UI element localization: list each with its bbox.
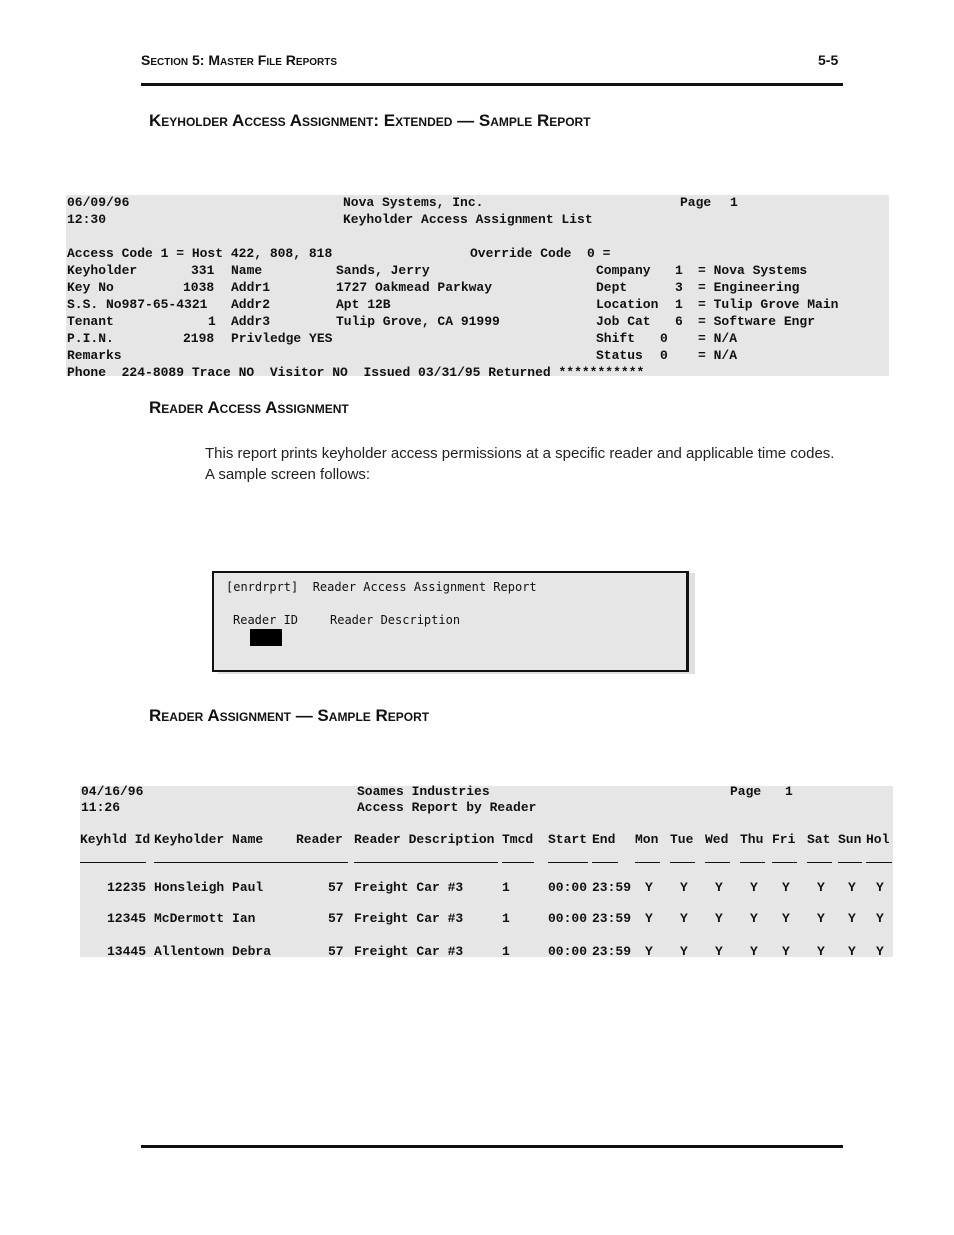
row1-thu: Y [750, 880, 758, 895]
underline [866, 862, 892, 863]
override-code: Override Code 0 = [470, 246, 611, 261]
report2-date: 04/16/96 [81, 784, 144, 799]
underline [635, 862, 660, 863]
col-sat: Sat [807, 832, 831, 847]
row3-desc: Freight Car #3 [354, 944, 464, 959]
row3-reader: 57 [328, 944, 344, 959]
addr1-value: 1727 Oakmead Parkway [336, 280, 493, 295]
name-value: Sands, Jerry [336, 263, 430, 278]
underline [592, 862, 618, 863]
row3-end: 23:59 [592, 944, 632, 959]
row1-desc: Freight Car #3 [354, 880, 464, 895]
underline [838, 862, 862, 863]
row1-sun: Y [848, 880, 856, 895]
row1-wed: Y [715, 880, 723, 895]
report2-time: 11:26 [81, 800, 121, 815]
status-label: Status [596, 348, 643, 363]
company-label: Company [596, 263, 651, 278]
row2-sat: Y [817, 911, 825, 926]
jobcat-label: Job Cat [596, 314, 651, 329]
row2-wed: Y [715, 911, 723, 926]
section-body-line2: A sample screen follows: [205, 466, 371, 483]
pin-value: 2198 [183, 331, 215, 346]
underline [670, 862, 695, 863]
underline [807, 862, 832, 863]
row3-tue: Y [680, 944, 688, 959]
col-keyhld-id: Keyhld Id [80, 832, 151, 847]
section-title-keyholder-extended: Keyholder Access Assignment: Extended — Sample Report [149, 111, 591, 130]
col-keyholder-name: Keyholder Name [154, 832, 264, 847]
addr3-label: Addr3 [231, 314, 271, 329]
row2-desc: Freight Car #3 [354, 911, 464, 926]
row2-id: 12345 [107, 911, 147, 926]
section-title-reader-access: Reader Access Assignment [149, 398, 349, 417]
row1-name: Honsleigh Paul [154, 880, 264, 895]
jobcat-num: 6 [675, 314, 683, 329]
section-title-reader-assignment: Reader Assignment — Sample Report [149, 706, 430, 725]
col-sun: Sun [838, 832, 862, 847]
col-reader: Reader [296, 832, 343, 847]
addr2-value: Apt 12B [336, 297, 391, 312]
report-page-number: 1 [730, 195, 738, 210]
row3-start: 00:00 [548, 944, 588, 959]
dept-value: = Engineering [698, 280, 800, 295]
col-thu: Thu [740, 832, 764, 847]
row1-start: 00:00 [548, 880, 588, 895]
underline [80, 862, 146, 863]
dept-label: Dept [596, 280, 628, 295]
col-wed: Wed [705, 832, 729, 847]
row1-id: 12235 [107, 880, 147, 895]
row2-start: 00:00 [548, 911, 588, 926]
screen-title: [enrdrprt] Reader Access Assignment Report [226, 580, 537, 594]
row1-tue: Y [680, 880, 688, 895]
location-value: = Tulip Grove Main [698, 297, 839, 312]
privledge: Privledge YES [231, 331, 333, 346]
row2-sun: Y [848, 911, 856, 926]
page-number: 5-5 [818, 52, 839, 68]
col-mon: Mon [635, 832, 659, 847]
header-rule [141, 83, 843, 86]
row2-hol: Y [876, 911, 884, 926]
section-header: Section 5: Master File Reports [141, 52, 338, 68]
status-value: = N/A [698, 348, 738, 363]
col-end: End [592, 832, 616, 847]
underline [740, 862, 765, 863]
reader-id-input[interactable] [250, 629, 282, 646]
company-num: 1 [675, 263, 683, 278]
access-code: Access Code 1 = Host 422, 808, 818 [67, 246, 333, 261]
row3-wed: Y [715, 944, 723, 959]
row3-name: Allentown Debra [154, 944, 272, 959]
keyno-value: 1038 [183, 280, 215, 295]
shift-num: 0 [660, 331, 668, 346]
underline [154, 862, 348, 863]
col-tue: Tue [670, 832, 694, 847]
row2-end: 23:59 [592, 911, 632, 926]
row1-mon: Y [645, 880, 653, 895]
row2-tmcd: 1 [502, 911, 510, 926]
col-reader-description: Reader Description [354, 832, 495, 847]
underline [502, 862, 534, 863]
col-tmcd: Tmcd [502, 832, 534, 847]
row1-fri: Y [782, 880, 790, 895]
row2-reader: 57 [328, 911, 344, 926]
shift-label: Shift [596, 331, 636, 346]
report-page-label: Page [680, 195, 712, 210]
shift-value: = N/A [698, 331, 738, 346]
name-label: Name [231, 263, 263, 278]
row2-tue: Y [680, 911, 688, 926]
phone-line: Phone 224-8089 Trace NO Visitor NO Issued 03/31/95 Returned *********** [67, 365, 645, 380]
col-start: Start [548, 832, 588, 847]
screen-col-reader-description: Reader Description [330, 613, 461, 627]
report-keyholder-access-list [66, 195, 889, 380]
report-date: 06/09/96 [67, 195, 130, 210]
keyholder-value: 331 [191, 263, 215, 278]
pin-label: P.I.N. [67, 331, 114, 346]
row1-sat: Y [817, 880, 825, 895]
row1-tmcd: 1 [502, 880, 510, 895]
row2-thu: Y [750, 911, 758, 926]
addr2-label: Addr2 [231, 297, 271, 312]
row2-name: McDermott Ian [154, 911, 256, 926]
row3-tmcd: 1 [502, 944, 510, 959]
row3-mon: Y [645, 944, 653, 959]
location-num: 1 [675, 297, 683, 312]
row3-id: 13445 [107, 944, 147, 959]
col-hol: Hol [866, 832, 890, 847]
row1-end: 23:59 [592, 880, 632, 895]
reader-access-report-screen [212, 571, 689, 672]
row3-thu: Y [750, 944, 758, 959]
keyholder-label: Keyholder [67, 263, 138, 278]
dept-num: 3 [675, 280, 683, 295]
underline [548, 862, 588, 863]
underline [705, 862, 730, 863]
report-time: 12:30 [67, 212, 107, 227]
screen-col-reader-id: Reader ID [233, 613, 299, 627]
company-value: = Nova Systems [698, 263, 808, 278]
row3-hol: Y [876, 944, 884, 959]
remarks-label: Remarks [67, 348, 122, 363]
row2-fri: Y [782, 911, 790, 926]
report-title: Keyholder Access Assignment List [343, 212, 593, 227]
status-num: 0 [660, 348, 668, 363]
addr3-value: Tulip Grove, CA 91999 [336, 314, 500, 329]
ssn: S.S. No987-65-4321 [67, 297, 208, 312]
footer-rule [141, 1145, 843, 1148]
tenant-value: 1 [208, 314, 216, 329]
row2-mon: Y [645, 911, 653, 926]
row1-reader: 57 [328, 880, 344, 895]
underline [772, 862, 797, 863]
jobcat-value: = Software Engr [698, 314, 816, 329]
keyno-label: Key No [67, 280, 114, 295]
col-fri: Fri [772, 832, 796, 847]
report2-title: Access Report by Reader [357, 800, 537, 815]
report-company: Nova Systems, Inc. [343, 195, 484, 210]
row3-sat: Y [817, 944, 825, 959]
row3-sun: Y [848, 944, 856, 959]
underline [354, 862, 498, 863]
row1-hol: Y [876, 880, 884, 895]
report2-page-number: 1 [785, 784, 793, 799]
report2-company: Soames Industries [357, 784, 490, 799]
row3-fri: Y [782, 944, 790, 959]
report2-page-label: Page [730, 784, 762, 799]
section-body-line1: This report prints keyholder access permissions at a specific reader and applicable time codes. [205, 445, 835, 462]
tenant-label: Tenant [67, 314, 114, 329]
addr1-label: Addr1 [231, 280, 271, 295]
location-label: Location [596, 297, 659, 312]
